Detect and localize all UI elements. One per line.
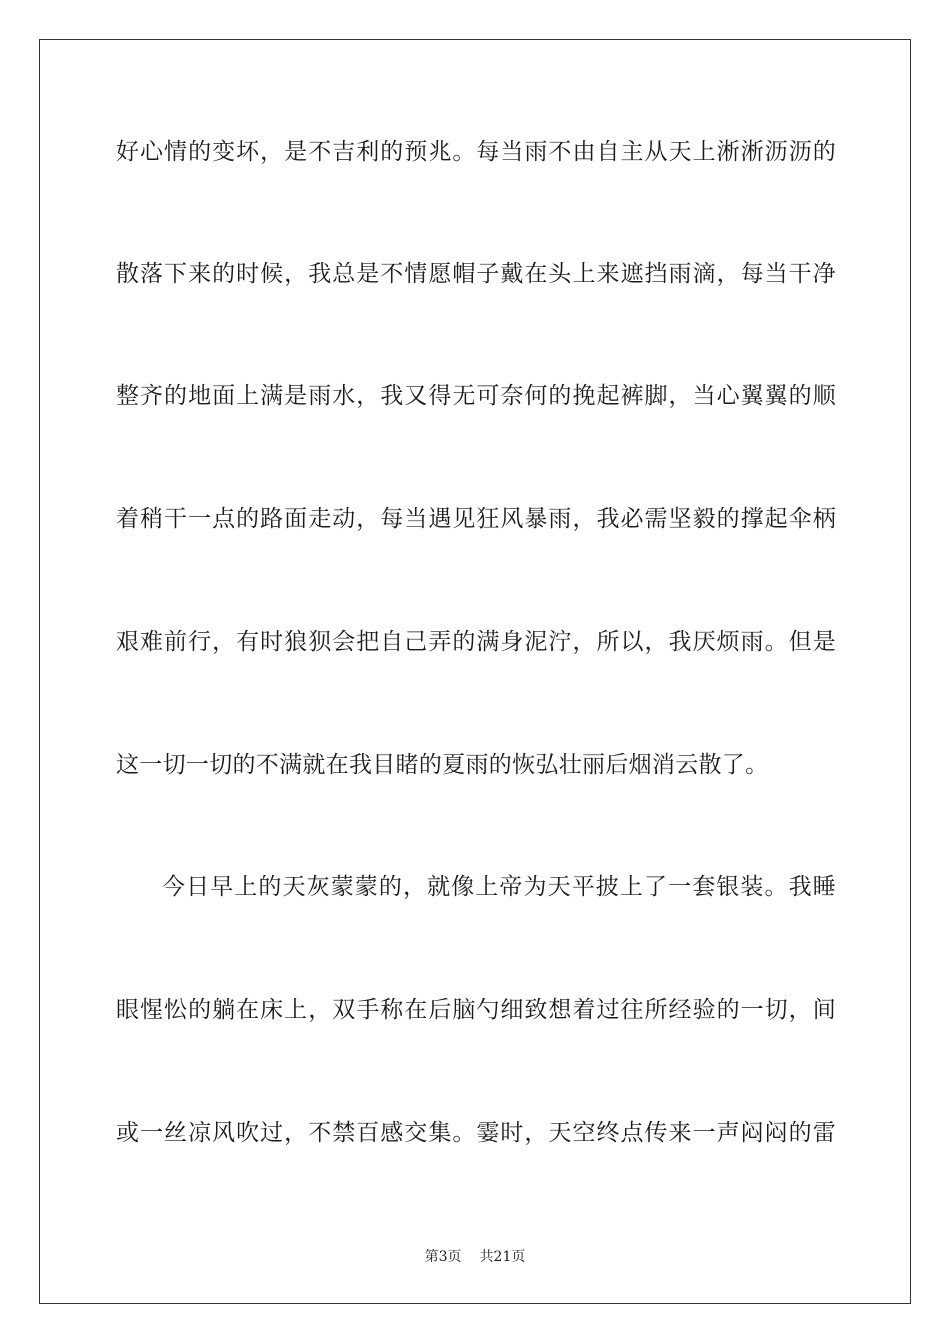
paragraph-line: 着稍干一点的路面走动，每当遇见狂风暴雨，我必需坚毅的撑起伞柄 <box>116 506 836 532</box>
paragraph-line: 眼惺忪的躺在床上，双手称在后脑勺细致想着过往所经验的一切，间 <box>116 997 836 1023</box>
paragraph-line: 艰难前行，有时狼狈会把自己弄的满身泥泞，所以，我厌烦雨。但是 <box>116 629 836 655</box>
page-border <box>39 39 911 1304</box>
paragraph-line: 散落下来的时候，我总是不情愿帽子戴在头上来遮挡雨滴，每当干净 <box>116 261 836 287</box>
page-footer <box>0 1248 950 1266</box>
page-number-current: 第3页 <box>424 1249 462 1265</box>
paragraph-line: 或一丝凉风吹过，不禁百感交集。霎时，天空终点传来一声闷闷的雷 <box>116 1120 836 1146</box>
paragraph-line: 整齐的地面上满是雨水，我又得无可奈何的挽起裤脚，当心翼翼的顺 <box>116 383 836 409</box>
page-number-total: 共21页 <box>479 1249 526 1265</box>
paragraph-line-indented: 今日早上的天灰蒙蒙的，就像上帝为天平披上了一套银装。我睡 <box>162 874 836 900</box>
paragraph-line-last: 这一切一切的不满就在我目睹的夏雨的恢弘壮丽后烟消云散了。 <box>116 752 769 778</box>
paragraph-line: 好心情的变坏，是不吉利的预兆。每当雨不由自主从天上淅淅沥沥的 <box>116 139 836 165</box>
